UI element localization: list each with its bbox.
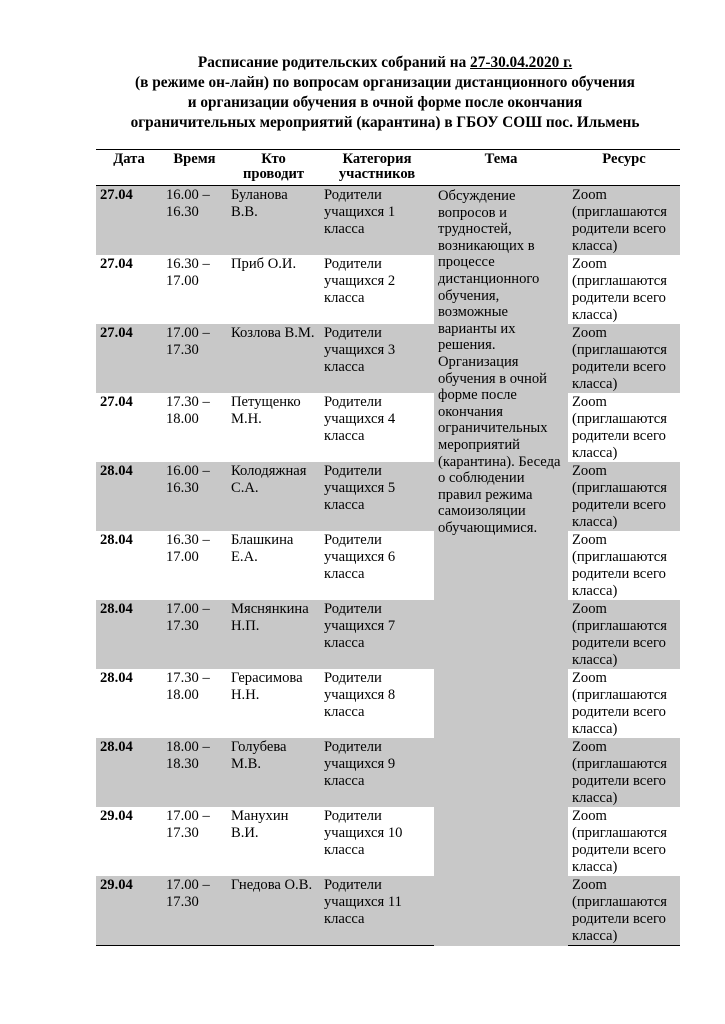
cell-time: 17.30 – 18.00 xyxy=(166,394,210,427)
title-line-1: Расписание родительских собраний на 27-30.04.2020 г. xyxy=(197,54,573,71)
cell-time: 17.00 – 17.30 xyxy=(162,876,227,946)
header-category: Категория участников xyxy=(320,150,434,186)
header-resource: Ресурс xyxy=(568,150,680,186)
title-dates: 27-30.04.2020 г. xyxy=(470,54,573,71)
cell-who: Приб О.И. xyxy=(231,256,297,272)
cell-date: 27.04 xyxy=(96,186,162,256)
cell-time: 17.00 – 17.30 xyxy=(162,600,227,669)
cell-resource: Zoom (приглашаются родители всего класса) xyxy=(572,670,667,737)
cell-time: 18.00 – 18.30 xyxy=(162,738,227,807)
title-line-2: (в режиме он-лайн) по вопросам организации дистанционного обучения xyxy=(135,74,635,91)
cell-category: Родители учащихся 7 класса xyxy=(320,600,434,669)
cell-who: Петущенко М.Н. xyxy=(231,394,301,427)
cell-date: 28.04 xyxy=(100,532,133,548)
cell-who: Буланова В.В. xyxy=(227,186,320,256)
cell-resource: Zoom (приглашаются родители всего класса) xyxy=(568,876,680,946)
cell-time: 16.30 – 17.00 xyxy=(166,256,210,289)
cell-who: Козлова В.М. xyxy=(227,324,320,393)
table-row xyxy=(96,531,680,600)
cell-time: 16.00 – 16.30 xyxy=(162,186,227,256)
cell-category: Родители учащихся 6 класса xyxy=(324,532,396,582)
cell-resource: Zoom (приглашаются родители всего класса) xyxy=(568,186,680,256)
header-date: Дата xyxy=(96,150,162,186)
table-row xyxy=(96,255,680,324)
header-topic: Тема xyxy=(434,150,568,186)
table-row xyxy=(96,876,680,946)
cell-category: Родители учащихся 11 класса xyxy=(320,876,434,946)
cell-resource: Zoom (приглашаются родители всего класса) xyxy=(568,738,680,807)
page-title xyxy=(90,53,680,133)
table-row xyxy=(96,807,680,876)
cell-who: Голубева М.В. xyxy=(227,738,320,807)
table-row xyxy=(96,738,680,807)
cell-date: 28.04 xyxy=(100,670,133,686)
cell-date: 27.04 xyxy=(100,256,133,272)
cell-category: Родители учащихся 4 класса xyxy=(324,394,396,444)
cell-time: 17.00 – 17.30 xyxy=(166,808,210,841)
table-row xyxy=(96,600,680,669)
header-row xyxy=(96,150,680,186)
header-time: Время xyxy=(162,150,227,186)
table-row xyxy=(96,186,680,256)
cell-who: Колодяжная С.А. xyxy=(227,462,320,531)
cell-resource: Zoom (приглашаются родители всего класса) xyxy=(572,808,667,875)
cell-date: 28.04 xyxy=(96,738,162,807)
cell-who: Блашкина Е.А. xyxy=(231,532,294,565)
cell-topic: Обсуждение вопросов и трудностей, возникающих в процессе дистанционного обучения, возможные варианты их решения. Организация обучения в очной форме после окончания ограничительных мероприятий (карантина). Беседа о соблюдении правил режима самоизоляции обучающимися. xyxy=(434,186,568,946)
table-row xyxy=(96,669,680,738)
title-line-4: ограничительных мероприятий (карантина) в ГБОУ СОШ пос. Ильмень xyxy=(130,114,640,131)
cell-resource: Zoom (приглашаются родители всего класса) xyxy=(568,600,680,669)
table-row xyxy=(96,324,680,393)
cell-resource: Zoom (приглашаются родители всего класса) xyxy=(572,532,667,599)
cell-date: 27.04 xyxy=(96,324,162,393)
cell-time: 17.30 – 18.00 xyxy=(166,670,210,703)
cell-date: 29.04 xyxy=(100,808,133,824)
cell-who: Манухин В.И. xyxy=(231,808,289,841)
cell-category: Родители учащихся 8 класса xyxy=(324,670,396,720)
table-row xyxy=(96,393,680,462)
cell-category: Родители учащихся 10 класса xyxy=(324,808,403,858)
cell-time: 17.00 – 17.30 xyxy=(162,324,227,393)
cell-date: 28.04 xyxy=(96,462,162,531)
cell-resource: Zoom (приглашаются родители всего класса) xyxy=(568,462,680,531)
title-line-3: и организации обучения в очной форме после окончания xyxy=(187,94,583,111)
cell-category: Родители учащихся 2 класса xyxy=(324,256,396,306)
cell-date: 29.04 xyxy=(96,876,162,946)
cell-date: 28.04 xyxy=(96,600,162,669)
cell-who: Мяснянкина Н.П. xyxy=(227,600,320,669)
cell-category: Родители учащихся 9 класса xyxy=(320,738,434,807)
cell-who: Гнедова О.В. xyxy=(227,876,320,946)
cell-time: 16.00 – 16.30 xyxy=(162,462,227,531)
header-who: Кто проводит xyxy=(227,150,320,186)
schedule-table xyxy=(96,149,680,946)
cell-time: 16.30 – 17.00 xyxy=(166,532,210,565)
cell-date: 27.04 xyxy=(100,394,133,410)
cell-category: Родители учащихся 5 класса xyxy=(320,462,434,531)
cell-resource: Zoom (приглашаются родители всего класса) xyxy=(568,324,680,393)
cell-resource: Zoom (приглашаются родители всего класса) xyxy=(572,256,667,323)
cell-who: Герасимова Н.Н. xyxy=(231,670,303,703)
cell-resource: Zoom (приглашаются родители всего класса) xyxy=(572,394,667,461)
table-row xyxy=(96,462,680,531)
cell-category: Родители учащихся 3 класса xyxy=(320,324,434,393)
cell-category: Родители учащихся 1 класса xyxy=(320,186,434,256)
